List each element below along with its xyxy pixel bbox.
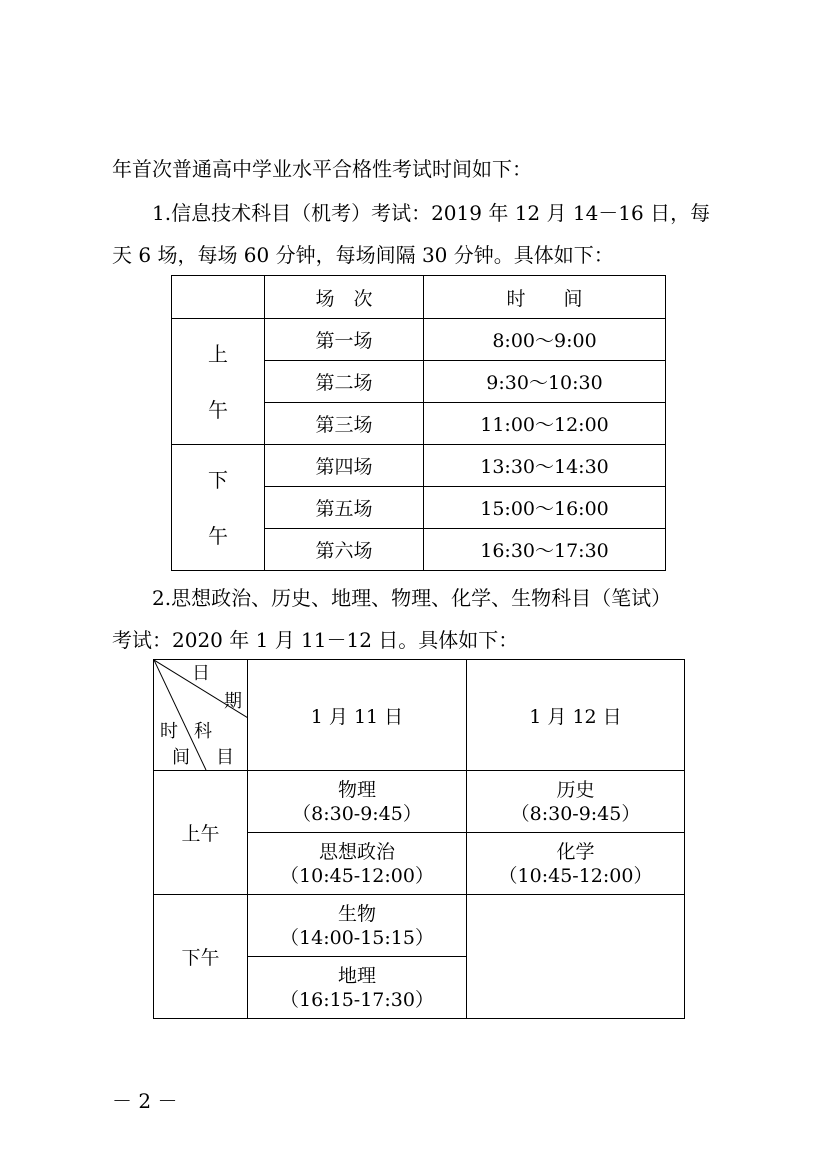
table2-exam-cell: 历史 （8:30-9:45） xyxy=(467,771,685,833)
corner-label-mu: 目 xyxy=(216,747,234,768)
table2-exam-cell: 思想政治 （10:45-12:00） xyxy=(248,833,467,895)
table1-session: 第五场 xyxy=(265,487,424,529)
table2-afternoon-cell: 下午 xyxy=(154,895,248,1019)
table1-time: 15:00～16:00 xyxy=(424,487,666,529)
corner-label-qi: 期 xyxy=(224,691,242,712)
written-exam-schedule-table xyxy=(153,659,685,1019)
paragraph-item1-line2: 天 6 场，每场 60 分钟，每场间隔 30 分钟。具体如下： xyxy=(112,243,614,267)
table1-time: 11:00～12:00 xyxy=(424,403,666,445)
table2-exam-cell: 物理 （8:30-9:45） xyxy=(248,771,467,833)
table1-time: 8:00～9:00 xyxy=(424,319,666,361)
table1-session: 第二场 xyxy=(265,361,424,403)
paragraph-item1-line1: 1.信息技术科目（机考）考试：2019 年 12 月 14－16 日，每 xyxy=(152,201,711,225)
table2-exam-cell: 地理 （16:15-17:30） xyxy=(248,957,467,1019)
corner-label-shi: 时 xyxy=(160,721,178,742)
corner-label-ke: 科 xyxy=(194,721,212,742)
table1-session: 第六场 xyxy=(265,529,424,571)
table2-exam-cell: 生物 （14:00-15:15） xyxy=(248,895,467,957)
table1-session: 第一场 xyxy=(265,319,424,361)
table2-morning-cell: 上午 xyxy=(154,771,248,895)
paragraph-item2-line2: 考试：2020 年 1 月 11－12 日。具体如下： xyxy=(112,628,519,652)
table1-header-time: 时 间 xyxy=(424,276,666,319)
table1-header-session: 场 次 xyxy=(265,276,424,319)
table2-date-header: 1 月 11 日 xyxy=(248,660,467,771)
paragraph-intro: 年首次普通高中学业水平合格性考试时间如下： xyxy=(112,157,532,181)
table1-session: 第三场 xyxy=(265,403,424,445)
table1-morning-cell: 上 午 xyxy=(172,319,265,445)
table2-exam-cell: 化学 （10:45-12:00） xyxy=(467,833,685,895)
table1-session: 第四场 xyxy=(265,445,424,487)
table2-empty-cell xyxy=(467,895,685,1019)
table1-time: 13:30～14:30 xyxy=(424,445,666,487)
table1-corner-cell xyxy=(172,276,265,319)
page-number: － 2 － xyxy=(112,1089,178,1113)
table1-time: 16:30～17:30 xyxy=(424,529,666,571)
corner-label-jian: 间 xyxy=(172,747,190,768)
paragraph-item2-line1: 2.思想政治、历史、地理、物理、化学、生物科目（笔试） xyxy=(152,586,672,610)
corner-label-ri: 日 xyxy=(192,663,210,684)
table1-afternoon-cell: 下 午 xyxy=(172,445,265,571)
table2-date-header: 1 月 12 日 xyxy=(467,660,685,771)
table2-diagonal-corner-cell xyxy=(154,660,248,771)
table1-time: 9:30～10:30 xyxy=(424,361,666,403)
it-exam-schedule-table xyxy=(171,275,666,571)
